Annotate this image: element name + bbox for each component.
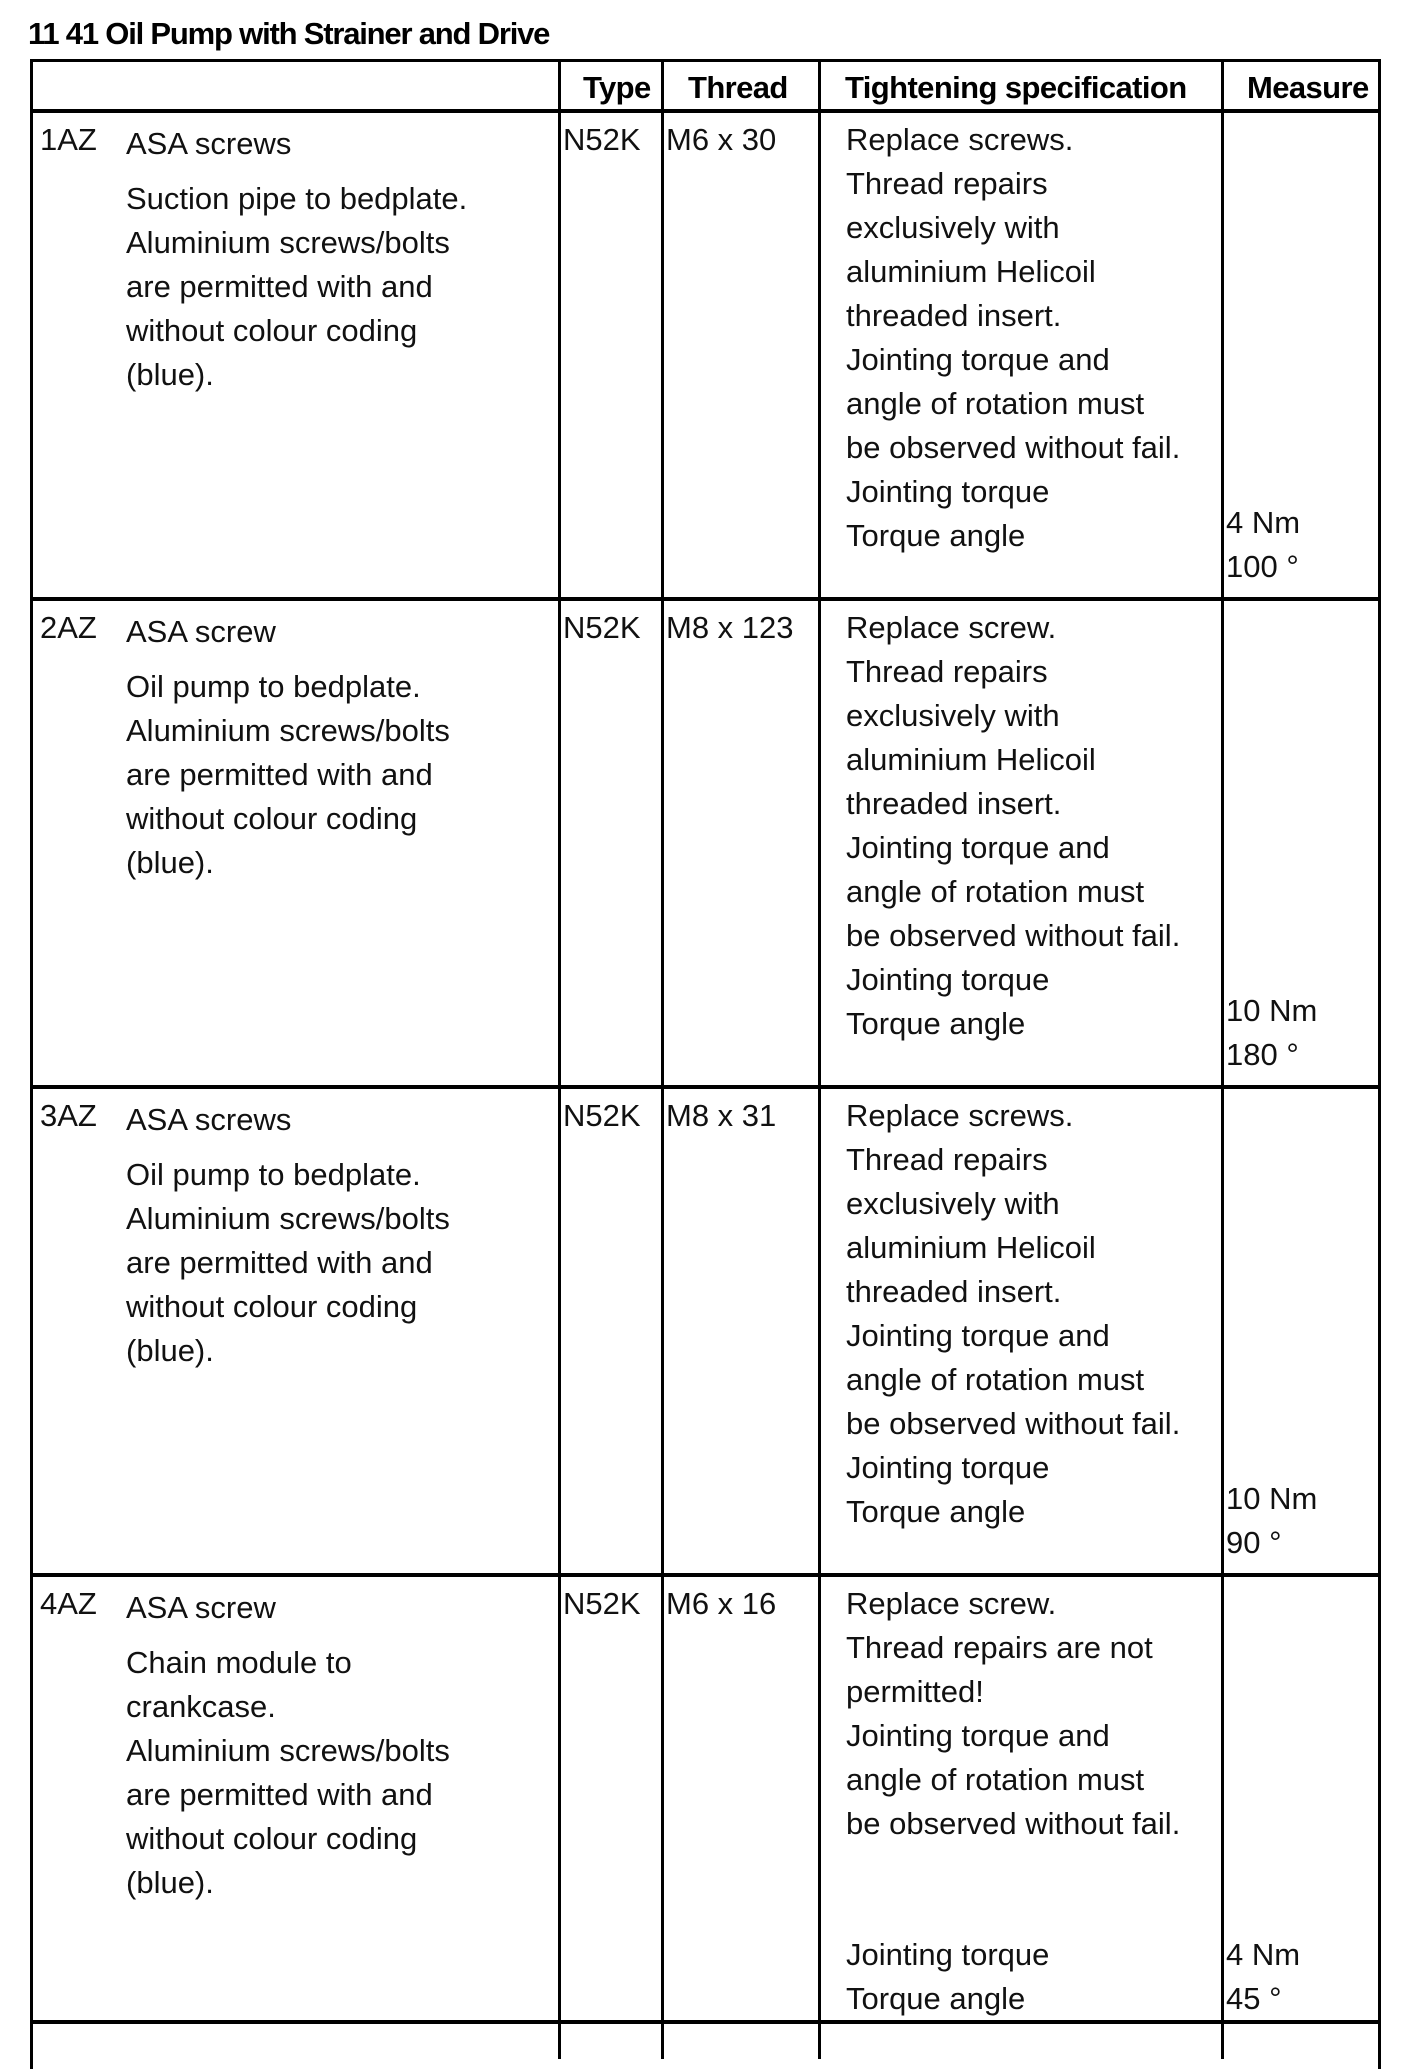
row-divider — [30, 109, 1381, 113]
spec-line: Thread repairs — [846, 654, 1048, 689]
torque-angle-value: 90 ° — [1226, 1525, 1282, 1560]
jointing-torque-value: 10 Nm — [1226, 993, 1318, 1028]
part-name: ASA screw — [126, 1590, 276, 1625]
type-value: N52K — [563, 610, 641, 645]
part-name: ASA screws — [126, 126, 292, 161]
spec-text — [846, 1582, 1180, 1846]
column-divider — [818, 59, 821, 2059]
page-title: 11 41 Oil Pump with Strainer and Drive — [28, 16, 550, 51]
description-line: Chain module to — [126, 1645, 352, 1680]
spec-line: be observed without fail. — [846, 918, 1181, 953]
spec-line: aluminium Helicoil — [846, 742, 1096, 777]
spec-line: Jointing torque and — [846, 342, 1110, 377]
torque-angle-value: 100 ° — [1226, 549, 1299, 584]
spec-line: threaded insert. — [846, 786, 1062, 821]
torque-angle-label: Torque angle — [846, 1981, 1026, 2016]
description-line: (blue). — [126, 1865, 214, 1900]
spec-line: Replace screws. — [846, 1098, 1074, 1133]
description — [126, 177, 467, 397]
spec-line: threaded insert. — [846, 298, 1062, 333]
spec-line: Replace screw. — [846, 610, 1057, 645]
spec-line: Replace screw. — [846, 1586, 1057, 1621]
spec-text — [846, 118, 1180, 558]
spec-line: aluminium Helicoil — [846, 1230, 1096, 1265]
measure-values — [1226, 989, 1317, 1077]
spec-line: Jointing torque and — [846, 830, 1110, 865]
row-id: 2AZ — [40, 610, 97, 645]
description-line: Suction pipe to bedplate. — [126, 181, 468, 216]
type-value: N52K — [563, 1098, 641, 1133]
thread-value: M6 x 16 — [666, 1586, 777, 1621]
spec-text — [846, 606, 1180, 1046]
description-line: (blue). — [126, 845, 214, 880]
spec-line: Jointing torque and — [846, 1318, 1110, 1353]
description-line: Oil pump to bedplate. — [126, 1157, 421, 1192]
description-line: without colour coding — [126, 313, 418, 348]
part-name: ASA screws — [126, 1102, 292, 1137]
spec-line: angle of rotation must — [846, 1762, 1145, 1797]
measure-labels — [846, 1933, 1049, 2021]
thread-value: M8 x 123 — [666, 610, 794, 645]
header-spec: Tightening specification — [845, 70, 1187, 105]
jointing-torque-label: Jointing torque — [846, 474, 1050, 509]
description — [126, 665, 450, 885]
torque-angle-label: Torque angle — [846, 1006, 1026, 1041]
description-line: without colour coding — [126, 1821, 418, 1856]
spec-line: threaded insert. — [846, 1274, 1062, 1309]
column-divider — [661, 59, 664, 2059]
spec-line: exclusively with — [846, 698, 1060, 733]
spec-text — [846, 1094, 1180, 1534]
torque-angle-value: 180 ° — [1226, 1037, 1299, 1072]
jointing-torque-value: 4 Nm — [1226, 1937, 1301, 1972]
column-divider — [558, 59, 561, 2059]
spec-line: aluminium Helicoil — [846, 254, 1096, 289]
torque-angle-label: Torque angle — [846, 518, 1026, 553]
description — [126, 1153, 450, 1373]
row-id: 4AZ — [40, 1586, 97, 1621]
spec-line: Thread repairs — [846, 166, 1048, 201]
torque-angle-label: Torque angle — [846, 1494, 1026, 1529]
measure-values — [1226, 1477, 1317, 1565]
spec-line: Thread repairs are not — [846, 1630, 1153, 1665]
description-line: without colour coding — [126, 1289, 418, 1324]
measure-values — [1226, 501, 1300, 589]
spec-line: Replace screws. — [846, 122, 1074, 157]
row-divider — [30, 1085, 1381, 1089]
row-id: 1AZ — [40, 122, 97, 157]
torque-angle-value: 45 ° — [1226, 1981, 1282, 2016]
type-value: N52K — [563, 1586, 641, 1621]
row-divider — [30, 2020, 1381, 2024]
jointing-torque-label: Jointing torque — [846, 962, 1050, 997]
description-line: Oil pump to bedplate. — [126, 669, 421, 704]
header-type: Type — [583, 70, 651, 105]
spec-line: angle of rotation must — [846, 1362, 1145, 1397]
description-line: Aluminium screws/bolts — [126, 225, 450, 260]
description — [126, 1641, 450, 1905]
jointing-torque-value: 4 Nm — [1226, 505, 1301, 540]
description-line: are permitted with and — [126, 1245, 433, 1280]
jointing-torque-label: Jointing torque — [846, 1937, 1050, 1972]
description-line: (blue). — [126, 1333, 214, 1368]
row-id: 3AZ — [40, 1098, 97, 1133]
header-measure: Measure — [1247, 70, 1369, 105]
row-divider — [30, 597, 1381, 601]
thread-value: M8 x 31 — [666, 1098, 777, 1133]
spec-line: exclusively with — [846, 1186, 1060, 1221]
spec-line: angle of rotation must — [846, 386, 1145, 421]
description-line: without colour coding — [126, 801, 418, 836]
column-divider — [1221, 59, 1224, 2059]
description-line: Aluminium screws/bolts — [126, 1733, 450, 1768]
row-divider — [30, 1573, 1381, 1577]
spec-line: angle of rotation must — [846, 874, 1145, 909]
jointing-torque-value: 10 Nm — [1226, 1481, 1318, 1516]
measure-values — [1226, 1933, 1300, 2021]
thread-value: M6 x 30 — [666, 122, 777, 157]
spec-line: permitted! — [846, 1674, 984, 1709]
description-line: Aluminium screws/bolts — [126, 1201, 450, 1236]
description-line: (blue). — [126, 357, 214, 392]
description-line: crankcase. — [126, 1689, 276, 1724]
spec-line: exclusively with — [846, 210, 1060, 245]
description-line: are permitted with and — [126, 757, 433, 792]
header-thread: Thread — [688, 70, 788, 105]
part-name: ASA screw — [126, 614, 276, 649]
description-line: Aluminium screws/bolts — [126, 713, 450, 748]
description-line: are permitted with and — [126, 269, 433, 304]
description-line: are permitted with and — [126, 1777, 433, 1812]
jointing-torque-label: Jointing torque — [846, 1450, 1050, 1485]
spec-line: be observed without fail. — [846, 1406, 1181, 1441]
spec-line: Jointing torque and — [846, 1718, 1110, 1753]
type-value: N52K — [563, 122, 641, 157]
spec-line: be observed without fail. — [846, 430, 1181, 465]
spec-line: be observed without fail. — [846, 1806, 1181, 1841]
spec-line: Thread repairs — [846, 1142, 1048, 1177]
